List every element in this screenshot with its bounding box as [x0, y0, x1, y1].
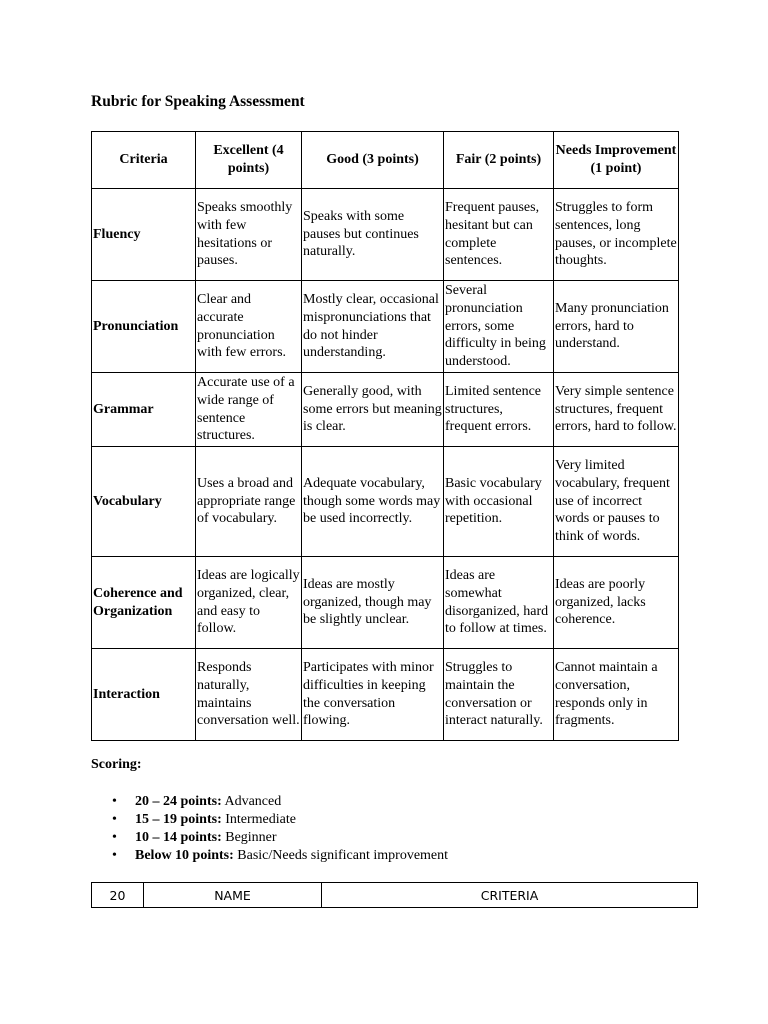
criteria-cell: Vocabulary — [92, 447, 196, 557]
score-level: Intermediate — [225, 812, 296, 827]
table-row — [92, 883, 698, 908]
header-good: Good (3 points) — [302, 132, 444, 189]
criteria-cell: Coherence and Organization — [92, 557, 196, 649]
criteria-cell: Fluency — [92, 189, 196, 281]
footer-table — [91, 882, 698, 908]
scoring-heading: Scoring: — [91, 757, 142, 772]
good-cell: Adequate vocabulary, though some words may be used incorrectly. — [302, 447, 444, 557]
bullet-icon: • — [112, 812, 117, 827]
table-header-row — [92, 132, 679, 189]
bullet-icon: • — [112, 848, 117, 863]
header-criteria: Criteria — [92, 132, 196, 189]
rubric-table — [91, 131, 679, 741]
needs-improvement-cell: Cannot maintain a conversation, responds only in fragments. — [554, 649, 679, 741]
criteria-header-cell: CRITERIA — [322, 883, 698, 908]
excellent-cell: Ideas are logically organized, clear, and easy to follow. — [196, 557, 302, 649]
header-fair: Fair (2 points) — [444, 132, 554, 189]
good-cell: Generally good, with some errors but meaning is clear. — [302, 373, 444, 447]
score-range: 10 – 14 points: — [135, 830, 222, 845]
number-cell: 20 — [92, 883, 144, 908]
score-level: Advanced — [224, 794, 282, 809]
page-title: Rubric for Speaking Assessment — [91, 93, 305, 110]
scoring-list — [91, 793, 448, 865]
score-range: 20 – 24 points: — [135, 794, 222, 809]
fair-cell: Several pronunciation errors, some difficulty in being understood. — [444, 281, 554, 373]
fair-cell: Basic vocabulary with occasional repetition. — [444, 447, 554, 557]
needs-improvement-cell: Many pronunciation errors, hard to understand. — [554, 281, 679, 373]
excellent-cell: Responds naturally, maintains conversation well. — [196, 649, 302, 741]
good-cell: Speaks with some pauses but continues naturally. — [302, 189, 444, 281]
score-range: 15 – 19 points: — [135, 812, 222, 827]
needs-improvement-cell: Struggles to form sentences, long pauses, or incomplete thoughts. — [554, 189, 679, 281]
good-cell: Participates with minor difficulties in keeping the conversation flowing. — [302, 649, 444, 741]
excellent-cell: Uses a broad and appropriate range of vocabulary. — [196, 447, 302, 557]
criteria-cell: Grammar — [92, 373, 196, 447]
table-row — [92, 557, 679, 649]
good-cell: Ideas are mostly organized, though may be slightly unclear. — [302, 557, 444, 649]
list-item — [91, 847, 448, 865]
excellent-cell: Accurate use of a wide range of sentence structures. — [196, 373, 302, 447]
score-level: Basic/Needs significant improvement — [237, 848, 449, 863]
table-row — [92, 189, 679, 281]
table-row — [92, 447, 679, 557]
score-level: Beginner — [225, 830, 277, 845]
list-item — [91, 829, 448, 847]
bullet-icon: • — [112, 794, 117, 809]
good-cell: Mostly clear, occasional mispronunciations that do not hinder understanding. — [302, 281, 444, 373]
table-row — [92, 373, 679, 447]
criteria-cell: Interaction — [92, 649, 196, 741]
needs-improvement-cell: Ideas are poorly organized, lacks coherence. — [554, 557, 679, 649]
name-header-cell: NAME — [144, 883, 322, 908]
needs-improvement-cell: Very limited vocabulary, frequent use of incorrect words or pauses to think of words. — [554, 447, 679, 557]
excellent-cell: Speaks smoothly with few hesitations or pauses. — [196, 189, 302, 281]
header-excellent: Excellent (4 points) — [196, 132, 302, 189]
excellent-cell: Clear and accurate pronunciation with few errors. — [196, 281, 302, 373]
header-needs-improvement: Needs Improvement (1 point) — [554, 132, 679, 189]
fair-cell: Frequent pauses, hesitant but can complete sentences. — [444, 189, 554, 281]
list-item — [91, 811, 448, 829]
fair-cell: Struggles to maintain the conversation or interact naturally. — [444, 649, 554, 741]
fair-cell: Limited sentence structures, frequent errors. — [444, 373, 554, 447]
score-range: Below 10 points: — [135, 848, 234, 863]
needs-improvement-cell: Very simple sentence structures, frequent errors, hard to follow. — [554, 373, 679, 447]
list-item — [91, 793, 448, 811]
table-row — [92, 281, 679, 373]
fair-cell: Ideas are somewhat disorganized, hard to follow at times. — [444, 557, 554, 649]
bullet-icon: • — [112, 830, 117, 845]
criteria-cell: Pronunciation — [92, 281, 196, 373]
table-row — [92, 649, 679, 741]
